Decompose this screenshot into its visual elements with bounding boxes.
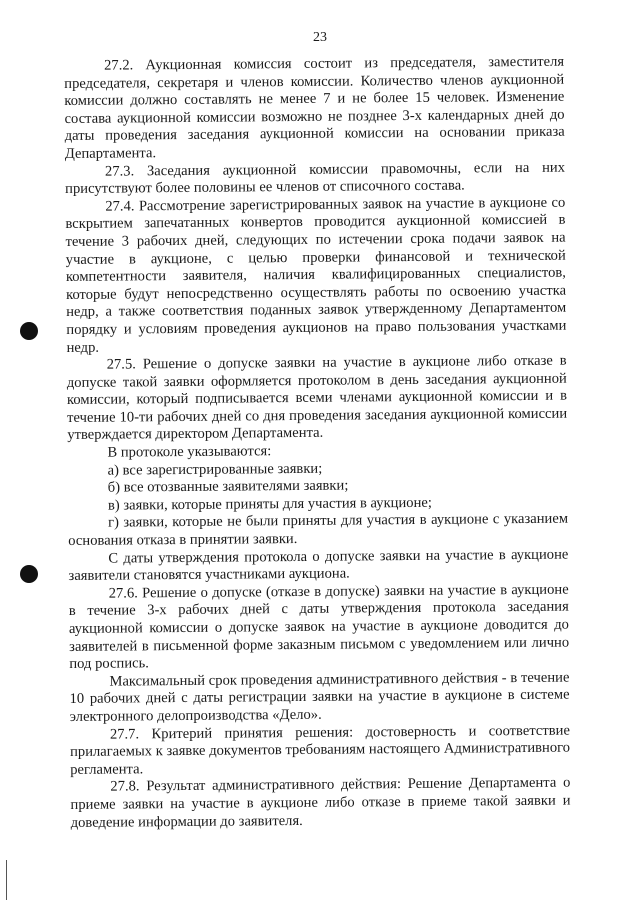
document-body [64,54,571,832]
paragraph-27-6: 27.6. Решение о допуске (отказе в допуске) заявки на участие в аукционе в течение 3-х рабочих дней с даты утверждения протокола заседания аукционной комиссии о допуске заявок на участие в аукционе доводится до заявителей в письменной форме заказным письмом с уведомлением или лично под роспись. [68,581,570,673]
list-item-a: а) все зарегистрированные заявки; [107,460,323,479]
paragraph-27-8: 27.8. Результат административного действия: Решение Департамента о приеме заявки на участие в аукционе либо отказе в приеме такой заявки и доведение информации до заявителя. [70,774,571,831]
paragraph-max-term: Максимальный срок проведения административного действия - в течение 10 рабочих дней с даты регистрации заявки на участие в аукционе в системе электронного делопроизводства «Дело». [69,669,570,725]
list-item-b: б) все отозванные заявителями заявки; [107,477,349,496]
paragraph-participants: С даты утверждения протокола о допуске заявки на участие в аукционе заявители становятся участниками аукциона. [68,546,569,585]
protocol-list-intro: В протоколе указываются: [107,443,272,461]
page-number: 23 [313,30,327,45]
list-item-v: в) заявки, которые приняты для участия в аукционе; [107,494,432,514]
list-item-g: г) заявки, которые не были приняты для участия в аукционе с указанием основания отказа в принятии заявки. [68,511,569,550]
paragraph-27-4: 27.4. Рассмотрение зарегистрированных заявок на участие в аукционе со вскрытием запечатанных конвертов проводится аукционной комиссией в течение 3 рабочих дней, следующих по истечении срока подачи заявок на участие в аукционе, с целью проверки финансовой и технической компетентности заявителя, наличия квалифицированных специалистов, которые будут непосредственно осуществлять работы по освоению участка недр, а также соответствия поданных заявок утвержденному Департаментом порядку и условиям проведения аукционов на право пользования участками недр. [65,194,567,356]
punch-hole-mark [20,565,38,583]
paragraph-27-7: 27.7. Критерий принятия решения: достоверность и соответствие прилагаемых к заявке документов требованиям настоящего Административного регламента. [69,722,571,778]
punch-hole-mark [20,322,38,340]
paragraph-27-3: 27.3. Заседания аукционной комиссии правомочны, если на них присутствуют более половины ее членов от списочного состава. [65,159,566,198]
paragraph-27-2: 27.2. Аукционная комиссия состоит из председателя, заместителя председателя, секретаря и членов комиссии. Количество членов аукционной комиссии должно составлять не менее 7 и не более 15 человек. Изменение состава аукционной комиссии возможно не позднее 3-х календарных дней до даты проведения заседания аукционной комиссии на основании приказа Департамента. [64,53,565,162]
scan-edge-line [6,860,7,900]
paragraph-27-5: 27.5. Решение о допуске заявки на участие в аукционе либо отказе в допуске такой заявки оформляется протоколом в день заседания аукционной комиссии, который подписывается всеми членами аукционной комиссии и в течение 10-ти рабочих дней со дня проведения заседания аукционной комиссии утверждается директором Департамента. [66,352,568,444]
